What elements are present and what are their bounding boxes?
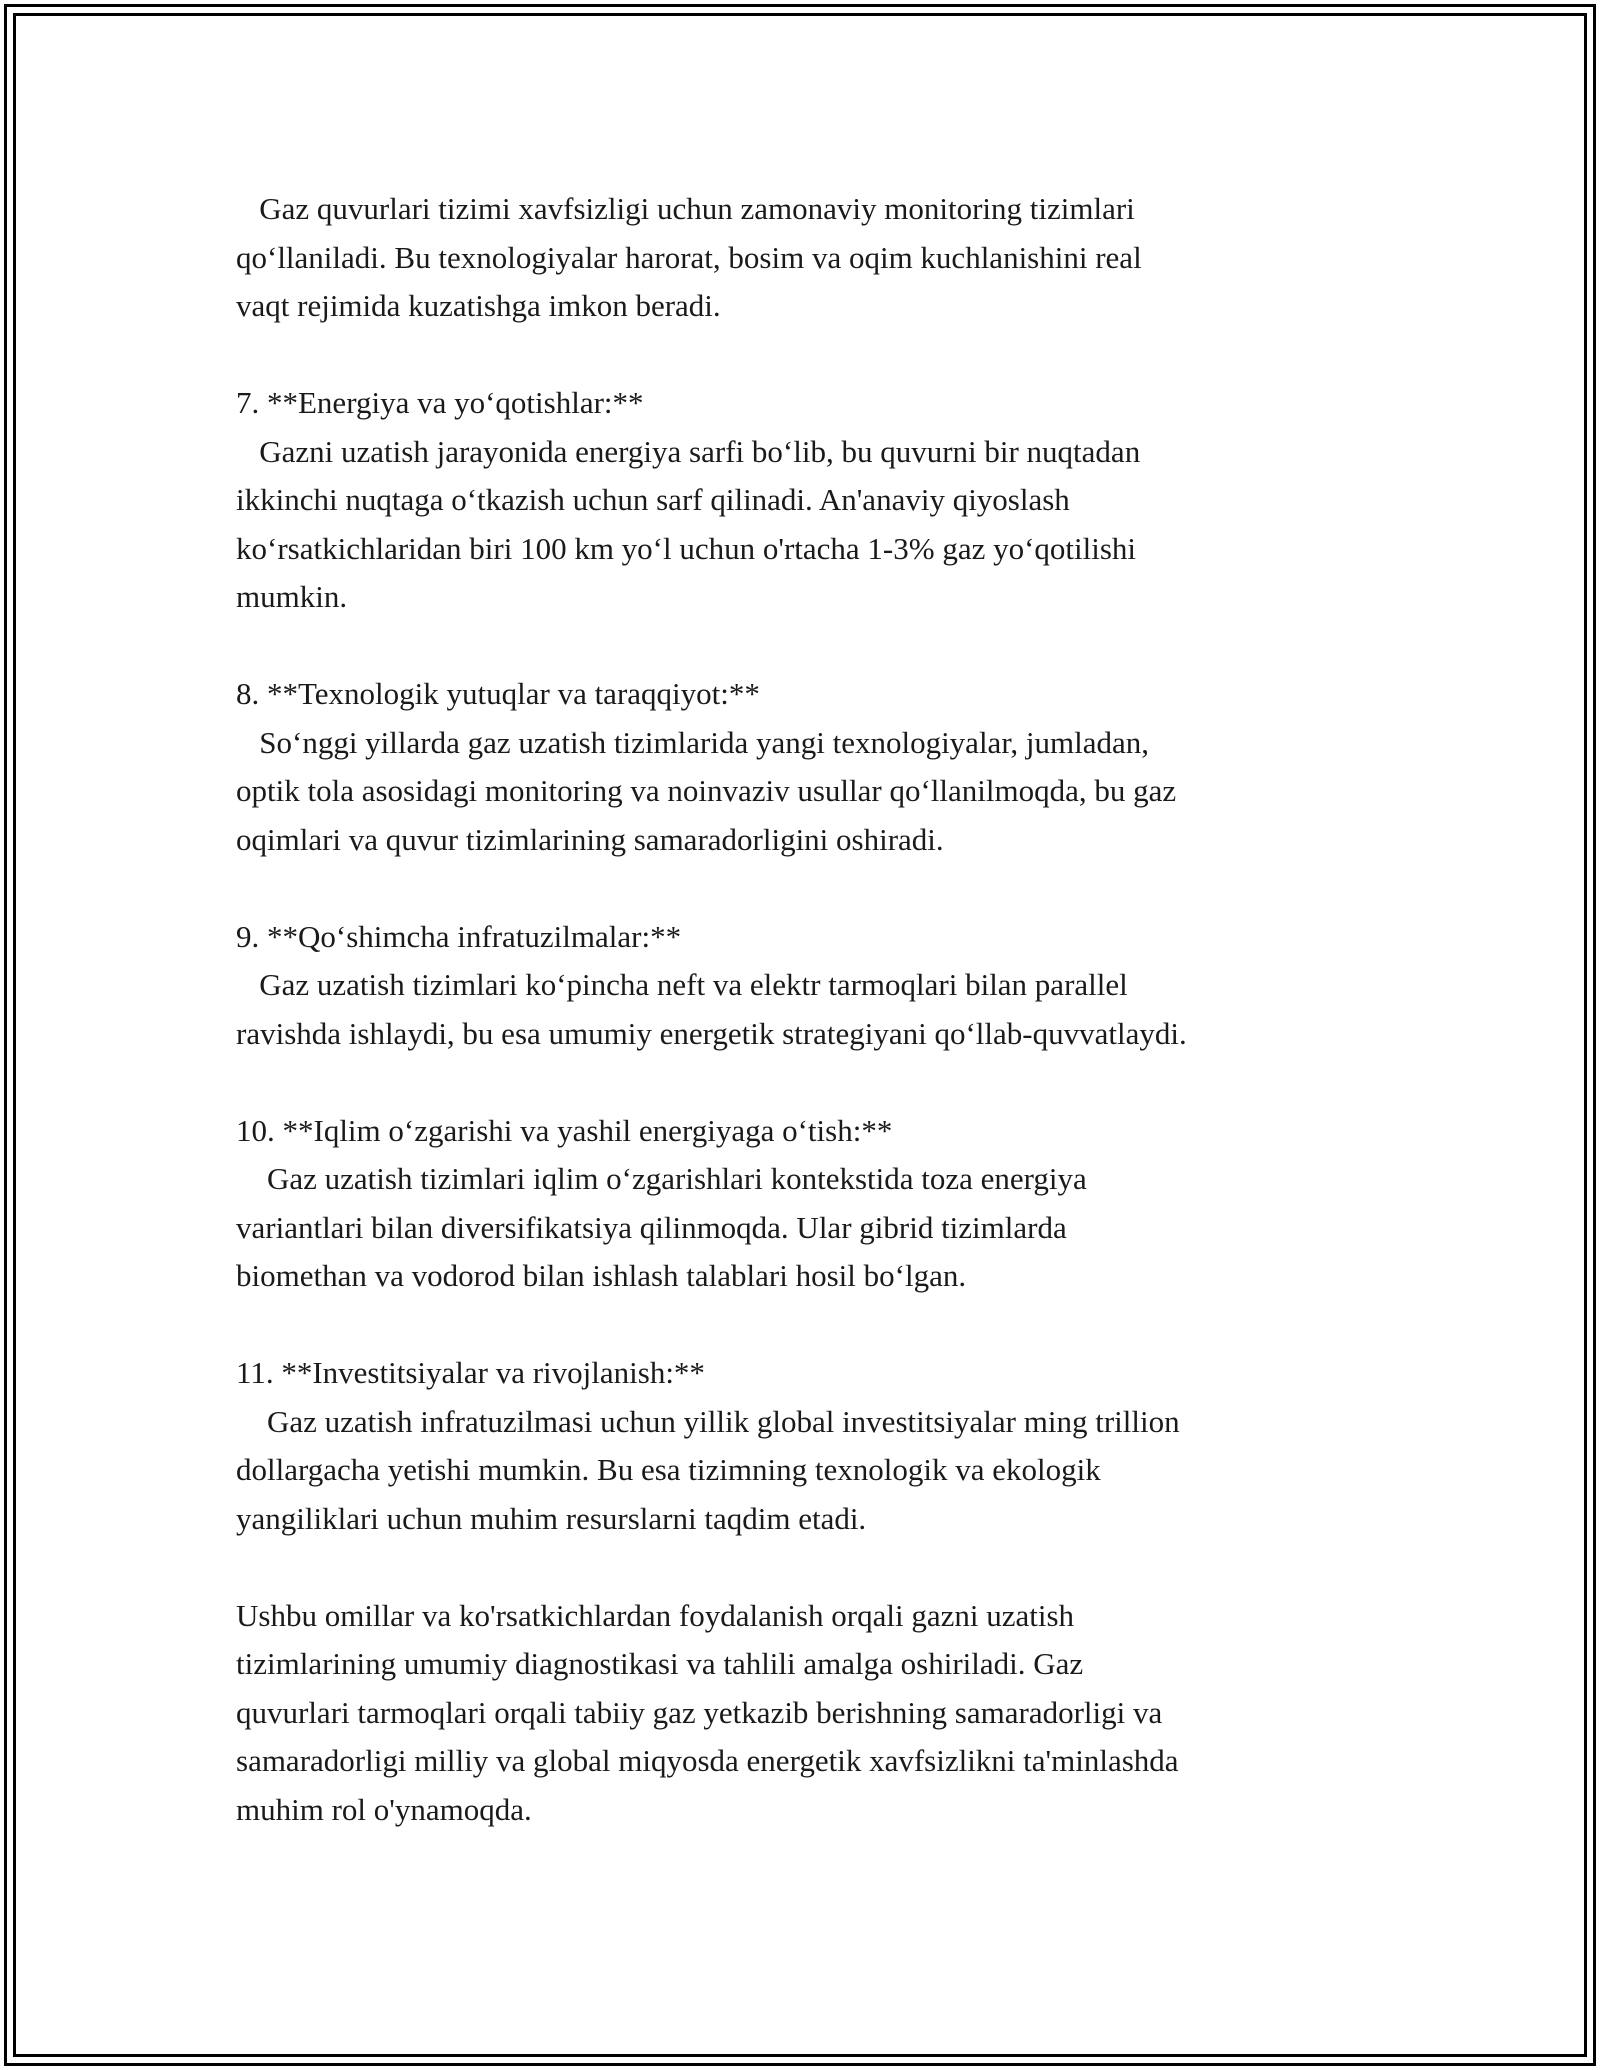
text-line: tizimlarining umumiy diagnostikasi va tahlili amalga oshiriladi. Gaz <box>236 1646 1084 1681</box>
text-line: mumkin. <box>236 579 348 614</box>
text-line: oqimlari va quvur tizimlarining samaradorligini oshiradi. <box>236 821 944 857</box>
text-line: ikkinchi nuqtaga o‘tkazish uchun sarf qilinadi. An'anaviy qiyoslash <box>236 482 1070 517</box>
section-heading: 11. **Investitsiyalar va rivojlanish:** <box>236 1355 705 1390</box>
section-heading: 8. **Texnologik yutuqlar va taraqqiyot:** <box>236 676 760 711</box>
text-line: Gaz quvurlari tizimi xavfsizligi uchun zamonaviy monitoring tizimlari <box>236 191 1135 226</box>
text-line: yangiliklari uchun muhim resurslarni taqdim etadi. <box>236 1500 867 1536</box>
section-11-investments <box>236 1349 1396 1543</box>
text-line: Gaz uzatish tizimlari ko‘pincha neft va elektr tarmoqlari bilan parallel <box>236 967 1128 1002</box>
text-line: Ushbu omillar va ko'rsatkichlardan foydalanish orqali gazni uzatish <box>236 1597 1075 1633</box>
text-line: So‘nggi yillarda gaz uzatish tizimlarida yangi texnologiyalar, jumladan, <box>236 724 1150 760</box>
section-9-infrastructure <box>236 913 1396 1059</box>
text-line: biomethan va vodorod bilan ishlash talablari hosil bo‘lgan. <box>236 1258 967 1293</box>
text-line: ko‘rsatkichlaridan biri 100 km yo‘l uchun o'rtacha 1-3% gaz yo‘qotilishi <box>236 530 1137 566</box>
section-7-energy-losses <box>236 379 1396 622</box>
section-heading: 9. **Qo‘shimcha infratuzilmalar:** <box>236 918 682 954</box>
text-line: Gaz uzatish infratuzilmasi uchun yillik global investitsiyalar ming trillion <box>236 1403 1180 1439</box>
document-body <box>236 185 1396 1883</box>
text-line: variantlari bilan diversifikatsiya qilinmoqda. Ular gibrid tizimlarda <box>236 1209 1067 1245</box>
text-line: ravishda ishlaydi, bu esa umumiy energetik strategiyani qo‘llab-quvvatlaydi. <box>236 1015 1187 1051</box>
text-line: quvurlari tarmoqlari orqali tabiiy gaz yetkazib berishning samaradorligi va <box>236 1694 1163 1730</box>
text-line: Gaz uzatish tizimlari iqlim o‘zgarishlari kontekstida toza energiya <box>236 1161 1087 1196</box>
section-heading: 10. **Iqlim o‘zgarishi va yashil energiyaga o‘tish:** <box>236 1112 893 1148</box>
section-10-climate <box>236 1107 1396 1301</box>
text-line: optik tola asosidagi monitoring va noinvaziv usullar qo‘llanilmoqda, bu gaz <box>236 773 1177 808</box>
section-heading: 7. **Energiya va yo‘qotishlar:** <box>236 385 644 420</box>
text-line: qo‘llaniladi. Bu texnologiyalar harorat, bosim va oqim kuchlanishini real <box>236 239 1142 275</box>
paragraph-conclusion <box>236 1592 1396 1835</box>
text-line: Gazni uzatish jarayonida energiya sarfi bo‘lib, bu quvurni bir nuqtadan <box>236 433 1141 469</box>
text-line: muhim rol o'ynamoqda. <box>236 1791 532 1827</box>
text-line: dollargacha yetishi mumkin. Bu esa tizimning texnologik va ekologik <box>236 1452 1101 1487</box>
section-8-technology <box>236 670 1396 864</box>
text-line: vaqt rejimida kuzatishga imkon beradi. <box>236 288 721 323</box>
paragraph-monitoring <box>236 185 1396 331</box>
text-line: samaradorligi milliy va global miqyosda energetik xavfsizlikni ta'minlashda <box>236 1743 1179 1778</box>
